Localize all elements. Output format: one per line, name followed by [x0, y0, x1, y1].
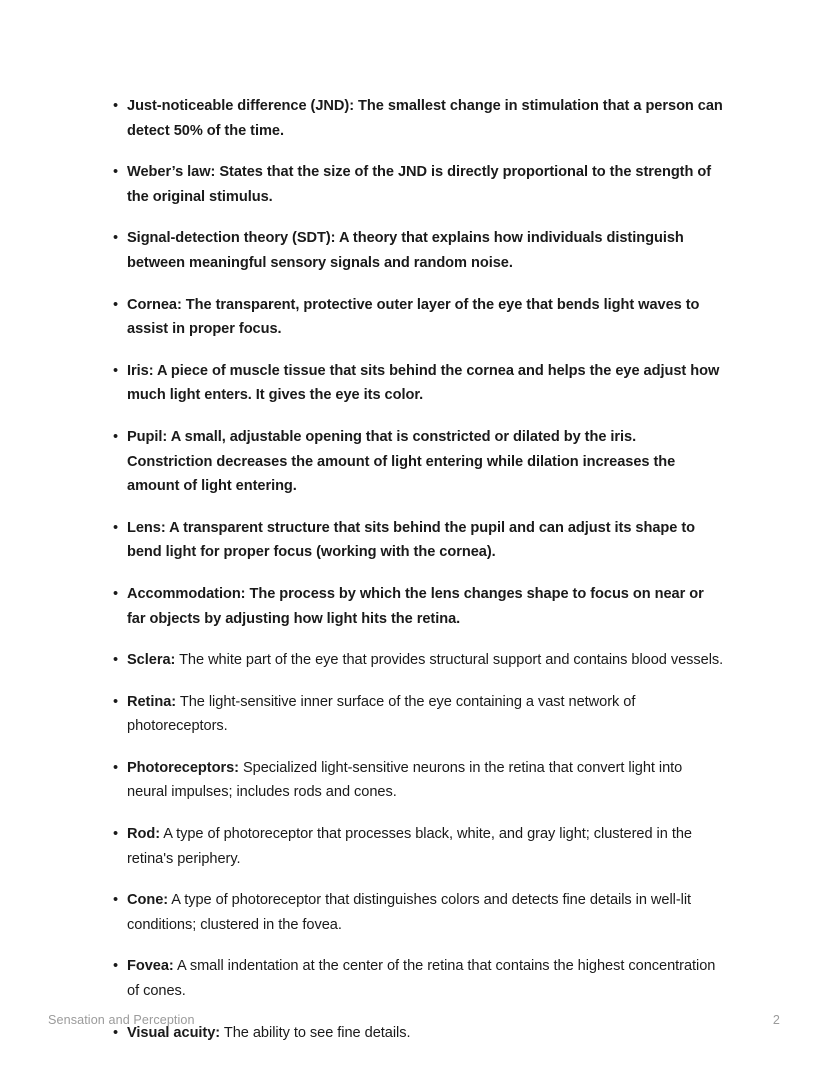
term-label: Lens:	[127, 519, 166, 536]
term-label: Accommodation:	[127, 585, 246, 602]
list-item	[113, 425, 725, 499]
list-item	[113, 888, 725, 937]
list-item	[113, 359, 725, 408]
bullet-icon: •	[113, 296, 119, 313]
bullet-icon: •	[113, 362, 119, 379]
term-definition: A type of photoreceptor that processes black, white, and gray light; clustered in the retina's periphery.	[127, 826, 692, 867]
bullet-icon: •	[113, 958, 119, 975]
term-definition: The ability to see fine details.	[220, 1024, 411, 1041]
bullet-icon: •	[113, 693, 119, 710]
bullet-icon: •	[113, 585, 119, 602]
term-label: Fovea:	[127, 958, 174, 975]
term-label: Visual acuity:	[127, 1024, 221, 1041]
term-label: Pupil:	[127, 428, 168, 445]
term-definition: A transparent structure that sits behind the pupil and can adjust its shape to bend light for proper focus (working with the cornea).	[127, 519, 696, 561]
term-definition: The transparent, protective outer layer of the eye that bends light waves to assist in proper focus.	[127, 296, 700, 338]
term-label: Sclera:	[127, 652, 176, 669]
bullet-icon: •	[113, 164, 119, 181]
term-label: Signal-detection theory (SDT):	[127, 230, 336, 247]
glossary-term-list	[113, 94, 725, 1045]
list-item	[113, 954, 725, 1003]
term-definition: The light-sensitive inner surface of the eye containing a vast network of photoreceptors.	[127, 693, 636, 735]
list-item	[113, 822, 725, 871]
list-item	[113, 648, 725, 673]
list-item	[113, 756, 725, 805]
footer-title: Sensation and Perception	[48, 1013, 195, 1027]
bullet-icon: •	[113, 759, 119, 776]
term-label: Photoreceptors:	[127, 759, 239, 776]
term-label: Rod:	[127, 826, 161, 843]
bullet-icon: •	[113, 428, 119, 445]
bullet-icon: •	[113, 230, 119, 247]
term-label: Iris:	[127, 362, 154, 379]
list-item	[113, 690, 725, 739]
term-definition: Specialized light-sensitive neurons in the retina that convert light into neural impulses; includes rods and cones.	[127, 759, 683, 801]
term-definition: The smallest change in stimulation that a person can detect 50% of the time.	[127, 98, 723, 139]
bullet-icon: •	[113, 892, 119, 909]
list-item	[113, 293, 725, 342]
term-label: Weber’s law:	[127, 164, 216, 181]
footer-page-number: 2	[772, 1013, 780, 1027]
bullet-icon: •	[113, 652, 119, 669]
term-definition: The white part of the eye that provides structural support and contains blood vessels.	[175, 652, 724, 669]
bullet-icon: •	[113, 519, 119, 536]
term-label: Cone:	[127, 892, 169, 909]
term-label: Cornea:	[127, 296, 182, 313]
list-item	[113, 516, 725, 565]
term-label: Just-noticeable difference (JND):	[127, 98, 355, 114]
term-definition: A small, adjustable opening that is constricted or dilated by the iris. Constriction decreases the amount of light entering while dilation increases the amount of light entering.	[127, 428, 676, 495]
term-definition: States that the size of the JND is directly proportional to the strength of the original stimulus.	[127, 164, 712, 205]
page-footer	[48, 1010, 780, 1030]
list-item	[113, 160, 725, 209]
term-definition: A theory that explains how individuals distinguish between meaningful sensory signals and random noise.	[127, 230, 684, 271]
term-label: Retina:	[127, 693, 177, 710]
bullet-icon: •	[113, 826, 119, 843]
bullet-icon: •	[113, 98, 119, 114]
term-definition: The process by which the lens changes shape to focus on near or far objects by adjusting how light hits the retina.	[127, 585, 704, 627]
list-item	[113, 94, 725, 143]
term-definition: A small indentation at the center of the retina that contains the highest concentration of cones.	[127, 958, 716, 1000]
list-item	[113, 226, 725, 275]
list-item	[113, 582, 725, 631]
bullet-icon: •	[113, 1024, 119, 1041]
term-definition: A piece of muscle tissue that sits behind the cornea and helps the eye adjust how much light enters. It gives the eye its color.	[127, 362, 720, 404]
page-content	[113, 94, 725, 1045]
term-definition: A type of photoreceptor that distinguishes colors and detects fine details in well-lit conditions; clustered in the fovea.	[127, 892, 692, 933]
